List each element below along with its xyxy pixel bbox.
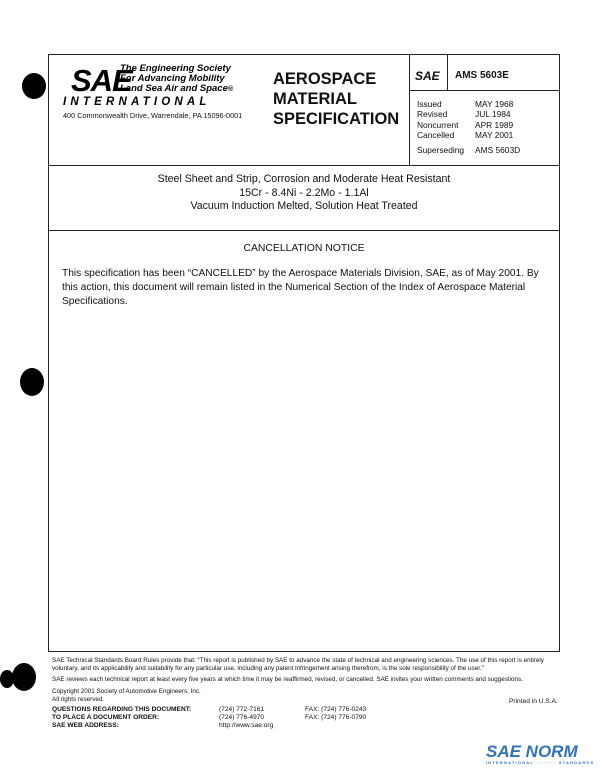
logo-tagline-1: The Engineering Society — [120, 63, 231, 74]
id-column-divider — [447, 55, 448, 90]
punch-hole-bottom-edge — [0, 670, 14, 688]
printed-in: Printed in U.S.A. — [509, 698, 558, 705]
sae-address: 400 Commonwealth Drive, Warrendale, PA 15096-0001 — [63, 111, 243, 120]
logo-tagline-3: Land Sea Air and Space® — [120, 83, 234, 94]
punch-hole-top — [22, 73, 46, 99]
sae-norm-watermark: SAE NORM INTERNATIONAL ········ STANDARDS — [486, 742, 595, 765]
revision-history: Issued MAY 1968 Revised JUL 1984 Noncurrent APR 1989 Cancelled MAY 2001 — [417, 99, 514, 140]
cancellation-notice-title: CANCELLATION NOTICE — [243, 243, 365, 254]
footer-review: SAE reviews each technical report at least every five years at which time it may be reaffirmed, revised, or cancelled. SAE invites your written comments and suggestions. — [52, 676, 523, 684]
punch-hole-middle — [20, 368, 44, 396]
id-row-divider — [409, 90, 559, 91]
punch-hole-bottom — [12, 663, 36, 691]
cancellation-notice-body: This specification has been “CANCELLED” by the Aerospace Materials Division, SAE, as of May 2001. By this action, this document will remain listed in the Numerical Section of the Index of Aerospace Material Specifications. — [62, 268, 539, 307]
header-divider — [49, 165, 559, 166]
footer-copyright: Copyright 2001 Society of Automotive Engineers, Inc. — [52, 687, 201, 695]
footer-rules: SAE Technical Standards Board Rules provide that: “This report is published by SAE to advance the state of technical and engineering sciences. The use of this report is entirely voluntary, and its applicability and suitability for any particular use, including any patent infringement arising therefrom, is the sole responsibility of the user.” — [52, 657, 544, 673]
material-subject: Steel Sheet and Strip, Corrosion and Moderate Heat Resistant 15Cr - 8.4Ni - 2.2Mo - 1.1Al Vacuum Induction Melted, Solution Heat Treated — [157, 173, 451, 213]
footer-legal — [52, 657, 560, 704]
sae-logo: SAE — [71, 63, 132, 98]
sae-web-link[interactable]: http://www.sae.org — [219, 722, 274, 729]
spec-number: AMS 5603E — [455, 70, 509, 81]
sae-small-logo: SAE — [415, 69, 440, 83]
subject-divider — [49, 230, 559, 231]
header-column-divider — [409, 55, 410, 165]
document-frame — [48, 54, 560, 652]
logo-international: INTERNATIONAL — [63, 96, 211, 108]
footer-rights: All rights reserved. — [52, 695, 105, 703]
document-type-title: AEROSPACE MATERIAL SPECIFICATION — [273, 70, 400, 128]
logo-tagline-2: For Advancing Mobility — [120, 73, 225, 84]
superseding-info: Superseding AMS 5603D — [417, 145, 521, 155]
